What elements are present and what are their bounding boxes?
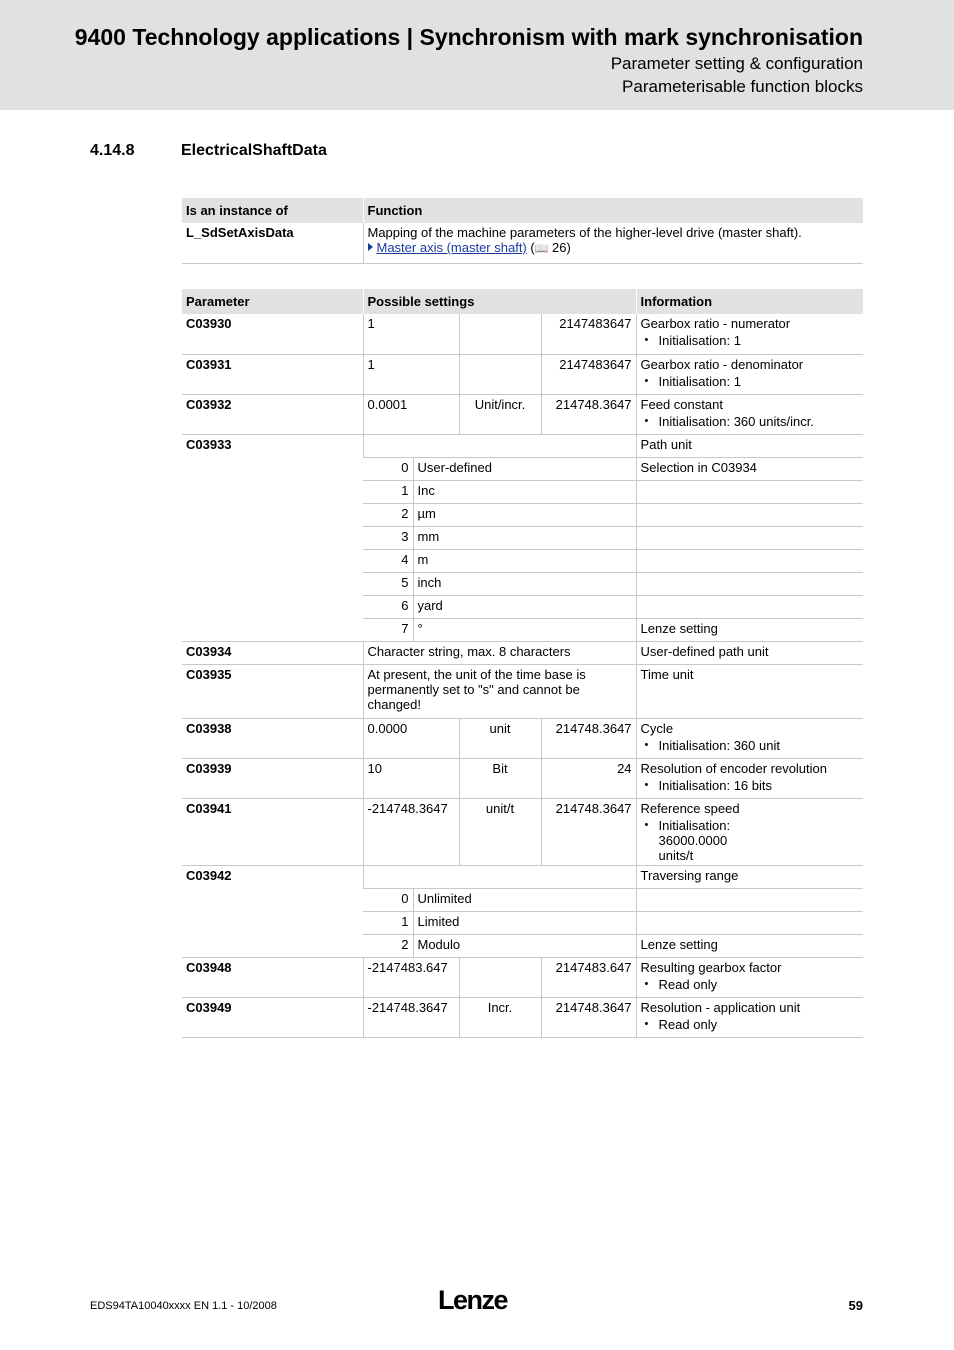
instance-name: L_SdSetAxisData [182, 223, 363, 263]
info-cell [636, 798, 863, 865]
option-value: 0 [363, 457, 413, 480]
info-cell [636, 394, 863, 434]
info-text: Gearbox ratio - numerator [640, 316, 791, 331]
table-row [182, 957, 863, 997]
unit: Incr. [459, 997, 541, 1037]
info-cell [636, 997, 863, 1037]
info-cell [636, 314, 863, 354]
param-name: C03939 [182, 758, 363, 798]
option-value: 7 [363, 618, 413, 641]
max-value: 2147483.647 [541, 957, 636, 997]
option-info [636, 911, 863, 934]
option-info [636, 888, 863, 911]
info-cell [636, 718, 863, 758]
table-row [182, 997, 863, 1037]
table-row [182, 314, 863, 354]
option-label: Unlimited [413, 888, 636, 911]
option-label: Modulo [413, 934, 636, 957]
max-value: 214748.3647 [541, 718, 636, 758]
option-info [636, 526, 863, 549]
setting-text: Character string, max. 8 characters [363, 641, 636, 664]
option-value: 3 [363, 526, 413, 549]
book-icon: 📖 [534, 243, 549, 255]
info-text: Traversing range [636, 865, 863, 888]
ref-page: 26) [548, 240, 571, 255]
max-value: 214748.3647 [541, 394, 636, 434]
info-cell [636, 354, 863, 394]
settings-cell [363, 865, 636, 888]
info-text: Feed constant [640, 396, 723, 412]
info-text: Time unit [636, 664, 863, 718]
param-name: C03932 [182, 394, 363, 434]
option-value: 0 [363, 888, 413, 911]
settings-cell [363, 434, 636, 457]
unit: Unit/incr. [459, 394, 541, 434]
info-bullet: • Initialisation: 16 bits [655, 778, 860, 793]
option-info: Lenze setting [636, 618, 863, 641]
option-value: 5 [363, 572, 413, 595]
param-name: C03938 [182, 718, 363, 758]
info-text: Resolution of encoder revolution [640, 760, 827, 776]
param-name: C03935 [182, 664, 363, 718]
info-text: Resolution - application unit [640, 999, 801, 1015]
option-label: ° [413, 618, 636, 641]
option-label: Inc [413, 480, 636, 503]
cross-reference [368, 240, 860, 257]
table-row [182, 223, 863, 263]
param-name: C03949 [182, 997, 363, 1037]
unit [459, 957, 541, 997]
param-name: C03948 [182, 957, 363, 997]
logo-text: Lenze [438, 1286, 508, 1314]
arrow-right-icon [368, 243, 373, 251]
option-info [636, 480, 863, 503]
min-value: 1 [363, 314, 459, 354]
instance-table [182, 198, 863, 264]
min-value: 0.0001 [363, 394, 459, 434]
table-row [182, 758, 863, 798]
info-bullet: • Initialisation: 1 [655, 374, 860, 389]
max-value: 2147483647 [541, 314, 636, 354]
option-value: 1 [363, 480, 413, 503]
option-label: m [413, 549, 636, 572]
min-value: -2147483.647 [363, 957, 459, 997]
unit [459, 314, 541, 354]
info-text: Cycle [640, 720, 674, 736]
param-name: C03930 [182, 314, 363, 354]
option-label: µm [413, 503, 636, 526]
unit: unit [459, 718, 541, 758]
table-row [182, 434, 863, 457]
info-bullet: • Read only [655, 977, 860, 992]
header-instance: Is an instance of [182, 198, 363, 223]
info-cell [636, 957, 863, 997]
option-info [636, 595, 863, 618]
option-info [636, 572, 863, 595]
param-name: C03941 [182, 798, 363, 865]
table-row [182, 718, 863, 758]
option-label: inch [413, 572, 636, 595]
max-value: 2147483647 [541, 354, 636, 394]
header-information: Information [636, 289, 863, 314]
option-info [636, 549, 863, 572]
table-row [182, 664, 863, 718]
master-axis-link[interactable]: Master axis (master shaft) [376, 240, 527, 255]
lenze-logo [438, 1286, 516, 1319]
parameter-table [182, 289, 863, 1038]
unit: Bit [459, 758, 541, 798]
max-value: 24 [541, 758, 636, 798]
ref-open: ( [526, 240, 535, 255]
header-parameter: Parameter [182, 289, 363, 314]
table-header-row [182, 198, 863, 223]
table-row [182, 354, 863, 394]
header-settings: Possible settings [363, 289, 636, 314]
param-name: C03934 [182, 641, 363, 664]
document-title: 9400 Technology applications | Synchronism with mark synchronisation [74, 24, 863, 50]
info-text: Resulting gearbox factor [640, 959, 782, 975]
info-cell [636, 758, 863, 798]
option-info [636, 503, 863, 526]
table-header-row [182, 289, 863, 314]
option-value: 6 [363, 595, 413, 618]
param-name: C03931 [182, 354, 363, 394]
param-name: C03933 [182, 434, 363, 641]
info-bullet: • Initialisation: 1 [655, 333, 860, 348]
option-label: User-defined [413, 457, 636, 480]
chapter-subtitle: Parameter setting & configuration [610, 54, 863, 73]
option-label: Limited [413, 911, 636, 934]
max-value: 214748.3647 [541, 798, 636, 865]
info-bullet: • Initialisation: 360 units/incr. [655, 414, 860, 429]
section-subtitle: Parameterisable function blocks [622, 77, 863, 96]
table-row [182, 394, 863, 434]
option-info: Lenze setting [636, 934, 863, 957]
option-value: 1 [363, 911, 413, 934]
min-value: -214748.3647 [363, 997, 459, 1037]
min-value: 10 [363, 758, 459, 798]
setting-text: At present, the unit of the time base is permanently set to "s" and cannot be changed! [363, 664, 636, 718]
min-value: 1 [363, 354, 459, 394]
option-value: 2 [363, 503, 413, 526]
info-text: Path unit [636, 434, 863, 457]
info-text: Reference speed [640, 800, 740, 816]
table-row [182, 641, 863, 664]
table-row [182, 798, 863, 865]
unit: unit/t [459, 798, 541, 865]
option-value: 2 [363, 934, 413, 957]
min-value: -214748.3647 [363, 798, 459, 865]
table-row [182, 865, 863, 888]
option-value: 4 [363, 549, 413, 572]
page-number: 59 [848, 1298, 863, 1313]
header-function: Function [363, 198, 863, 223]
option-label: mm [413, 526, 636, 549]
function-cell [363, 223, 863, 263]
info-bullet: • Initialisation: 360 unit [655, 738, 860, 753]
param-name: C03942 [182, 865, 363, 957]
section-title: ElectricalShaftData [181, 142, 327, 159]
info-bullet: • Initialisation: 36000.0000 units/t [655, 818, 765, 863]
info-text: Gearbox ratio - denominator [640, 356, 804, 372]
info-bullet: • Read only [655, 1017, 860, 1032]
section-number: 4.14.8 [90, 142, 135, 159]
info-text: User-defined path unit [636, 641, 863, 664]
unit [459, 354, 541, 394]
max-value: 214748.3647 [541, 997, 636, 1037]
min-value: 0.0000 [363, 718, 459, 758]
document-id: EDS94TA10040xxxx EN 1.1 - 10/2008 [90, 1300, 277, 1312]
option-label: yard [413, 595, 636, 618]
function-text: Mapping of the machine parameters of the higher-level drive (master shaft). [367, 225, 802, 240]
option-info: Selection in C03934 [636, 457, 863, 480]
